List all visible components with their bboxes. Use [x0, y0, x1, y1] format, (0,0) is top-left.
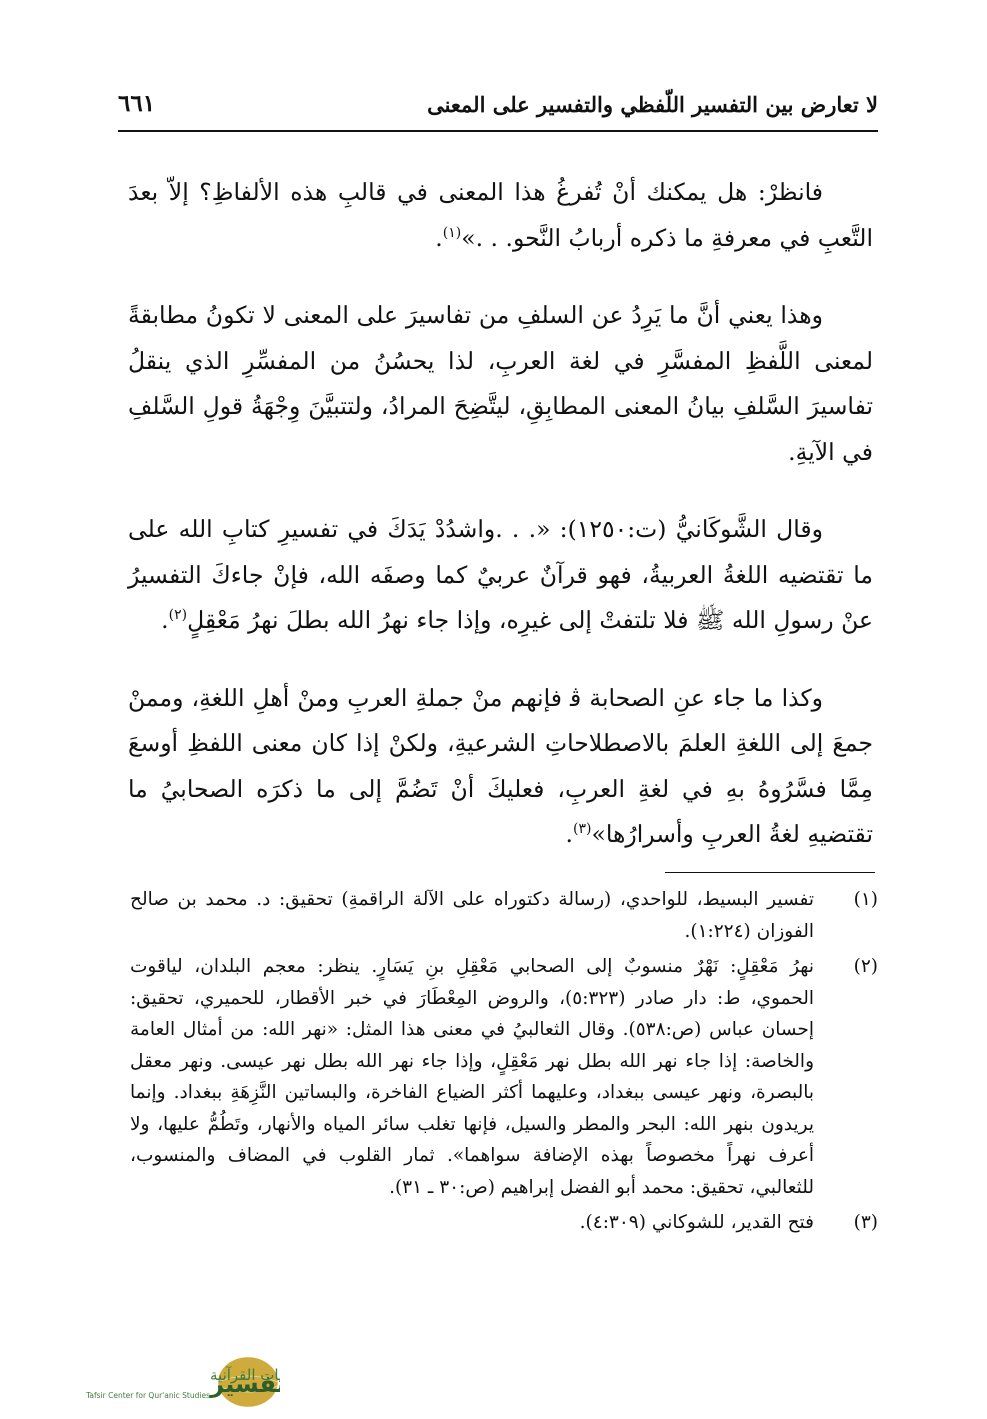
running-header — [118, 88, 878, 128]
footnote-reference: (٢) — [168, 607, 188, 624]
paragraph-end: . — [565, 820, 573, 848]
footnote — [130, 884, 878, 947]
logo-english-name: Tafsir Center for Qur'anic Studies — [86, 1391, 210, 1400]
paragraph — [128, 293, 873, 475]
header-divider — [118, 130, 878, 132]
footnote-text: فتح القدير، للشوكاني (٤:٣٠٩). — [579, 1212, 814, 1233]
footnote-text: تفسير البسيط، للواحدي، (رسالة دكتوراه على الآلة الراقمةِ) تحقيق: د. محمد بن صالح الفوزان (١:٢٢٤). — [130, 889, 814, 942]
footnote-number: (٣) — [853, 1212, 878, 1233]
paragraph — [128, 170, 873, 261]
footnote-number: (١) — [853, 889, 878, 910]
footnote-divider — [665, 872, 875, 873]
main-text — [128, 170, 873, 858]
page-number: ٦٦١ — [118, 90, 156, 117]
footnote — [130, 1207, 878, 1239]
footnote-text: نهرُ مَعْقِلٍ: نَهْرٌ منسوبٌ إلى الصحابي مَعْقِلِ بنِ يَسَارٍ. ينظر: معجم البلدان، لياقوت الحموي، ط: دار صادر (٥:٣٢٣)، والروض المِعْطَارَ في خبر الأقطار، للحميري، تحقيق: إحسان عباس (ص:٥٣٨). وقال الثعالبيُ في معنى هذا المثل: «نهر الله: من أمثال العامة والخاصة: إذا جاء نهر الله بطل نهر مَعْقِلٍ، وإذا جاء نهر الله بطل نهر عيسى. ونهر معقل بالبصرة، ونهر عيسى ببغداد، وعليهما أكثر الضياع الفاخرة، والبساتين النَّزِهَةِ ببغداد. وإنما يريدون بنهر الله: البحر والمطر والسيل، فإنها تغلب سائر المياه والأنهار، وتَطُمُّ عليها، ولا أعرف نهراً مخصوصاً بهذه الإضافة سواهما». ثمار القلوب في المضاف والمنسوب، للثعالبي، تحقيق: محمد أبو الفضل إبراهيم (ص:٣٠ ـ ٣١). — [130, 956, 814, 1198]
paragraph-end: . — [435, 223, 443, 252]
tafsir-center-logo-icon — [12, 1352, 280, 1412]
paragraph — [128, 507, 873, 644]
running-header-title: لا تعارض بين التفسير اللّفظي والتفسير على المعنى — [427, 92, 878, 117]
paragraph-text: وكذا ما جاء عنِ الصحابة ﭬ فإنهم منْ جملةِ العربِ ومنْ أهلِ اللغةِ، وممنْ جمعَ إلى اللغةِ العلمَ بالاصطلاحاتِ الشرعيةِ، ولكنْ إذا كان معنى اللفظِ أوسعَ مِمَّا فسَّرُوهُ بهِ في لغةِ العربِ، فعليكَ أنْ تَضُمَّ إلى ما ذكرَه الصحابيُ ما تقتضيهِ لغةُ العربِ وأسرارُها» — [128, 683, 873, 848]
logo-name: ات القرآنية — [210, 1366, 279, 1384]
paragraph-text: وهذا يعني أنَّ ما يَرِدُ عن السلفِ من تفاسيرَ على المعنى لا تكونُ مطابقةً لمعنى اللَّفظِ المفسَّرِ في لغة العربِ، لذا يحسُنُ من المفسِّرِ الذي ينقلُ تفاسيرَ السَّلفِ بيانُ المعنى المطابِقِ، ليتَّضِحَ المرادُ، ولتتبيَّنَ وِجْهَةُ قولِ السَّلفِ في الآيةِ. — [128, 301, 873, 466]
paragraph-text: فانظرْ: هل يمكنك أنْ تُفرغُ هذا المعنى في قالبِ هذه الألفاظِ؟ إلاّ بعدَ التَّعبِ في معرفةِ ما ذكره أربابُ النَّحو. . .» — [128, 178, 873, 252]
paragraph — [128, 676, 873, 858]
footnote-reference: (٣) — [572, 821, 592, 838]
paragraph-end: . — [161, 606, 169, 634]
footnotes — [130, 884, 878, 1243]
tafsir-center-logo — [12, 1352, 280, 1412]
logo-word: تفسير — [210, 1370, 280, 1398]
footnote — [130, 951, 878, 1203]
footnote-number: (٢) — [853, 956, 878, 977]
paragraph-text: وقال الشَّوكَانيُّ (ت:١٢٥٠): «. . .واشدُدْ يَدَكَ في تفسيرِ كتابِ الله على ما تقتضيه اللغةُ العربيةُ، فهو قرآنٌ عربيٌ كما وصفَه الله، فإنْ جاءكَ التفسيرُ عنْ رسولِ الله ﷺ فلا تلتفتْ إلى غيرِه، وإذا جاء نهرُ الله بطلَ نهرُ مَعْقِلٍ — [128, 515, 873, 634]
footnote-reference: (١) — [442, 224, 462, 241]
